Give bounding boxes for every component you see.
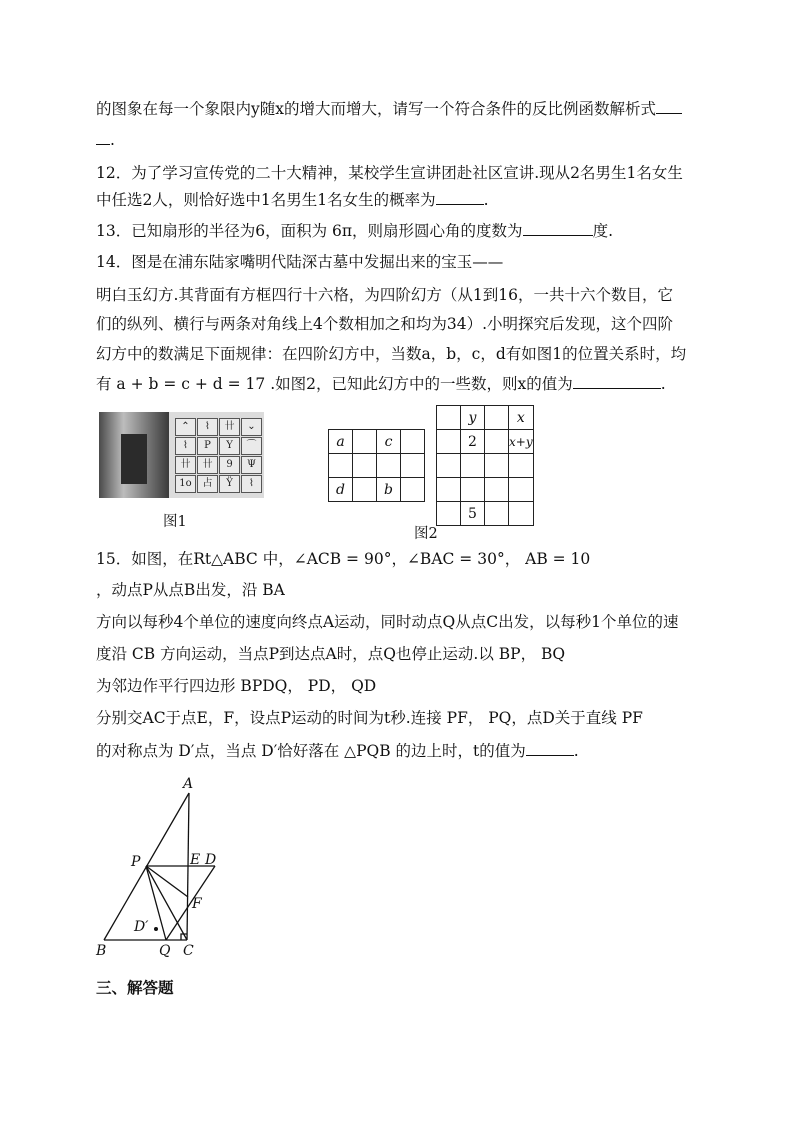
grid1-cell: c bbox=[377, 430, 401, 454]
jade-glyph-cell: 卄 bbox=[175, 456, 196, 474]
jade-glyph-cell: ⌃ bbox=[175, 418, 196, 436]
segment-PF bbox=[146, 866, 188, 897]
q14-line2: 明白玉幻方.其背面有方框四行十六格，为四阶幻方（从1到16，一共十六个数目，它 bbox=[96, 286, 674, 304]
jade-glyph-cell: 占 bbox=[197, 475, 218, 493]
jade-glyph-cell: ⌒ bbox=[241, 437, 262, 455]
label-C: C bbox=[183, 943, 194, 959]
grid1-cell: d bbox=[329, 478, 353, 502]
jade-glyph-cell: P bbox=[197, 437, 218, 455]
label-P: P bbox=[131, 854, 141, 870]
jade-glyph-cell: ⌇ bbox=[241, 475, 262, 493]
label-B: B bbox=[96, 943, 107, 959]
grid1-cell: b bbox=[377, 478, 401, 502]
q12-line1: 12．为了学习宣传党的二十大精神，某校学生宣讲团赴社区宣讲.现从2名男生1名女生 bbox=[96, 164, 683, 182]
grid2-cell: y bbox=[461, 406, 485, 430]
q15-text: 的对称点为 D′点，当点 D′恰好落在 △PQB 的边上时，t的值为 bbox=[96, 742, 526, 760]
jade-glyph-cell: Ÿ bbox=[219, 475, 240, 493]
q15-line2: ，动点P从点B出发，沿 BA bbox=[96, 581, 285, 599]
segment-DQ bbox=[166, 866, 215, 940]
q11-text: 的图象在每一个象限内y随x的增大而增大，请写一个符合条件的反比例函数解析式 bbox=[96, 100, 657, 118]
jade-glyph-cell: 9 bbox=[219, 456, 240, 474]
q15-line4: 度沿 CB 方向运动，当点P到达点A时，点Q也停止运动.以 BP， BQ bbox=[96, 645, 566, 663]
jade-glyph-cell: 卄 bbox=[219, 418, 240, 436]
q15-line3: 方向以每秒4个单位的速度向终点A运动，同时动点Q从点C出发，以每秒1个单位的速 bbox=[96, 613, 679, 631]
q14-period: . bbox=[660, 375, 666, 393]
grid2-cell: x bbox=[509, 406, 534, 430]
q13-unit: 度. bbox=[592, 222, 613, 240]
jade-glyph-cell: ⌄ bbox=[241, 418, 262, 436]
point-Dprime bbox=[154, 927, 158, 931]
q11-period: . bbox=[110, 131, 115, 149]
label-Q: Q bbox=[159, 943, 171, 959]
label-D: D bbox=[205, 852, 217, 868]
label-F: F bbox=[192, 896, 202, 912]
label-Dprime: D′ bbox=[134, 919, 149, 935]
grid2-cell: x+y bbox=[509, 430, 534, 454]
q14-line4: 幻方中的数满足下面规律：在四阶幻方中，当数a，b，c，d有如图1的位置关系时，均 bbox=[96, 345, 687, 363]
jade-glyph-cell: 1o bbox=[175, 475, 196, 493]
section-heading: 三、解答题 bbox=[96, 979, 174, 997]
q15-line5: 为邻边作平行四边形 BPDQ， PD， QD bbox=[96, 677, 377, 695]
q15-line6: 分别交AC于点E，F，设点P运动的时间为t秒.连接 PF， PQ，点D关于直线 PF bbox=[96, 709, 643, 727]
q14-line3: 们的纵列、横行与两条对角线上4个数相加之和均为34）.小明探究后发现，这个四阶 bbox=[96, 315, 674, 333]
jade-glyph-cell: Y bbox=[219, 437, 240, 455]
q15-line1: 15．如图，在Rt△ABC 中，∠ACB = 90°，∠BAC = 30°， AB = 10 bbox=[96, 550, 591, 568]
jade-glyph-cell: ⌇ bbox=[175, 437, 196, 455]
label-E: E bbox=[190, 852, 201, 868]
fig2-caption: 图2 bbox=[414, 526, 438, 542]
fig1-caption: 图1 bbox=[163, 514, 187, 530]
q12-period: . bbox=[483, 191, 489, 209]
grid2-cell: 2 bbox=[461, 430, 485, 454]
jade-glyph-cell: 卄 bbox=[197, 456, 218, 474]
jade-glyph-cell: ⌇ bbox=[197, 418, 218, 436]
q12-text: 中任选2人，则恰好选中1名男生1名女生的概率为 bbox=[96, 191, 436, 209]
label-A: A bbox=[183, 776, 194, 792]
jade-glyph-cell: Ψ bbox=[241, 456, 262, 474]
grid2-cell: 5 bbox=[461, 502, 485, 526]
q13-text: 13．已知扇形的半径为6，面积为 6π，则扇形圆心角的度数为 bbox=[96, 222, 523, 240]
q15-period: . bbox=[573, 742, 579, 760]
grid1-cell: a bbox=[329, 430, 353, 454]
q14-line1: 14．图是在浦东陆家嘴明代陆深古墓中发掘出来的宝玉—— bbox=[96, 253, 504, 271]
q14-text: 有 a + b = c + d = 17 .如图2，已知此幻方中的一些数，则x的值为 bbox=[96, 375, 573, 393]
segment-PC bbox=[146, 866, 187, 940]
